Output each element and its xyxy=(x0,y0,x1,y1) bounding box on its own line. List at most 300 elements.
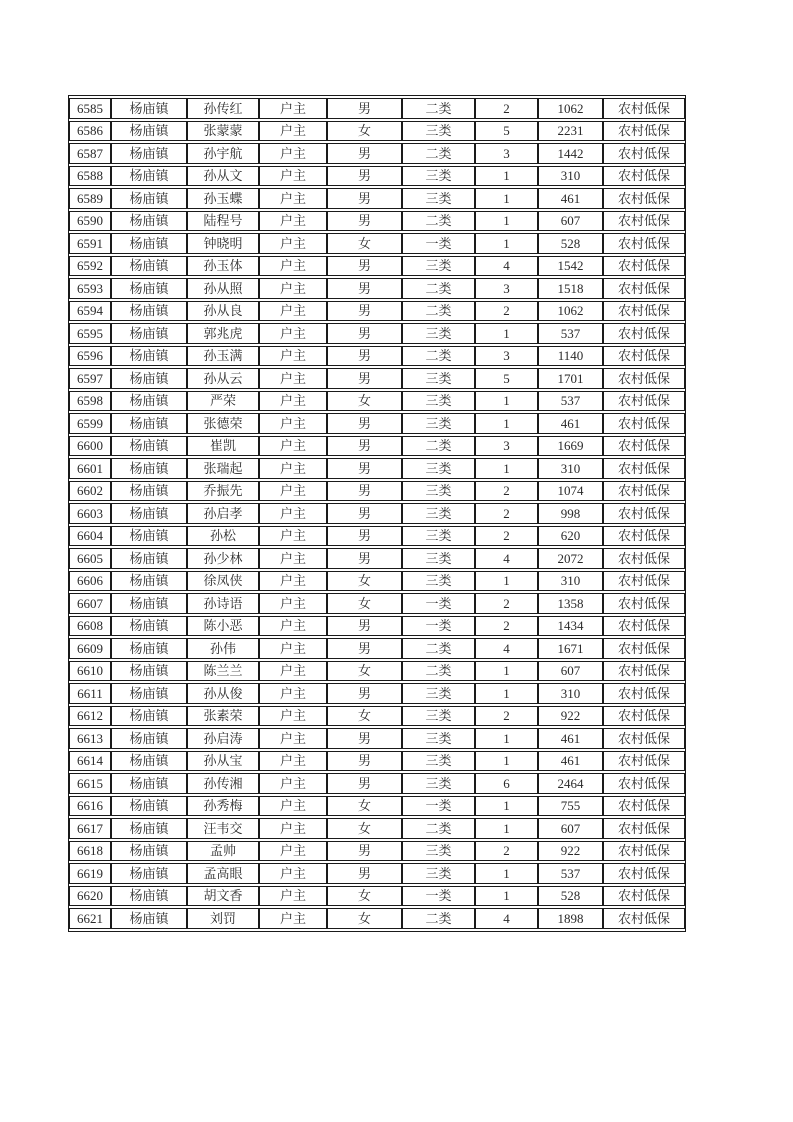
cell-relation: 户主 xyxy=(259,143,327,164)
cell-category: 三类 xyxy=(402,548,475,569)
cell-name: 孙启涛 xyxy=(187,728,259,749)
cell-serial: 6593 xyxy=(69,278,111,299)
cell-amount: 1434 xyxy=(538,616,603,637)
cell-town: 杨庙镇 xyxy=(111,751,187,772)
cell-serial: 6607 xyxy=(69,593,111,614)
cell-amount: 922 xyxy=(538,841,603,862)
cell-relation: 户主 xyxy=(259,638,327,659)
cell-gender: 男 xyxy=(327,728,402,749)
cell-welfare-type: 农村低保 xyxy=(603,143,685,164)
cell-town: 杨庙镇 xyxy=(111,796,187,817)
cell-welfare-type: 农村低保 xyxy=(603,886,685,907)
cell-serial: 6608 xyxy=(69,616,111,637)
table-row xyxy=(69,773,685,794)
cell-town: 杨庙镇 xyxy=(111,368,187,389)
table-row xyxy=(69,481,685,502)
cell-gender: 女 xyxy=(327,796,402,817)
cell-people-count: 1 xyxy=(475,661,538,682)
table-row xyxy=(69,346,685,367)
cell-category: 三类 xyxy=(402,481,475,502)
cell-people-count: 4 xyxy=(475,256,538,277)
cell-relation: 户主 xyxy=(259,256,327,277)
table-row xyxy=(69,638,685,659)
cell-amount: 1701 xyxy=(538,368,603,389)
cell-people-count: 1 xyxy=(475,391,538,412)
cell-people-count: 3 xyxy=(475,346,538,367)
cell-serial: 6606 xyxy=(69,571,111,592)
cell-gender: 男 xyxy=(327,863,402,884)
cell-category: 二类 xyxy=(402,143,475,164)
cell-relation: 户主 xyxy=(259,863,327,884)
cell-gender: 女 xyxy=(327,233,402,254)
cell-name: 孙玉满 xyxy=(187,346,259,367)
table-row xyxy=(69,751,685,772)
cell-serial: 6592 xyxy=(69,256,111,277)
cell-relation: 户主 xyxy=(259,616,327,637)
cell-gender: 男 xyxy=(327,481,402,502)
cell-amount: 310 xyxy=(538,166,603,187)
cell-relation: 户主 xyxy=(259,503,327,524)
cell-category: 三类 xyxy=(402,751,475,772)
cell-welfare-type: 农村低保 xyxy=(603,301,685,322)
cell-gender: 女 xyxy=(327,908,402,929)
cell-serial: 6598 xyxy=(69,391,111,412)
cell-relation: 户主 xyxy=(259,593,327,614)
table-row xyxy=(69,571,685,592)
cell-people-count: 1 xyxy=(475,796,538,817)
cell-name: 陈小恶 xyxy=(187,616,259,637)
cell-town: 杨庙镇 xyxy=(111,841,187,862)
cell-gender: 男 xyxy=(327,683,402,704)
cell-town: 杨庙镇 xyxy=(111,413,187,434)
cell-name: 孙玉体 xyxy=(187,256,259,277)
cell-name: 孙玉蝶 xyxy=(187,188,259,209)
cell-relation: 户主 xyxy=(259,571,327,592)
cell-name: 孙伟 xyxy=(187,638,259,659)
cell-category: 三类 xyxy=(402,683,475,704)
cell-welfare-type: 农村低保 xyxy=(603,571,685,592)
cell-amount: 1442 xyxy=(538,143,603,164)
cell-amount: 537 xyxy=(538,391,603,412)
cell-amount: 2464 xyxy=(538,773,603,794)
cell-amount: 1140 xyxy=(538,346,603,367)
table-row xyxy=(69,526,685,547)
cell-town: 杨庙镇 xyxy=(111,638,187,659)
cell-welfare-type: 农村低保 xyxy=(603,233,685,254)
table-row xyxy=(69,143,685,164)
table-row xyxy=(69,211,685,232)
table-row xyxy=(69,548,685,569)
cell-gender: 男 xyxy=(327,616,402,637)
cell-relation: 户主 xyxy=(259,346,327,367)
cell-category: 三类 xyxy=(402,166,475,187)
cell-serial: 6619 xyxy=(69,863,111,884)
cell-town: 杨庙镇 xyxy=(111,346,187,367)
cell-people-count: 1 xyxy=(475,683,538,704)
cell-gender: 男 xyxy=(327,301,402,322)
cell-amount: 461 xyxy=(538,188,603,209)
cell-people-count: 3 xyxy=(475,143,538,164)
cell-people-count: 1 xyxy=(475,233,538,254)
cell-town: 杨庙镇 xyxy=(111,503,187,524)
cell-amount: 620 xyxy=(538,526,603,547)
welfare-table xyxy=(68,95,686,932)
cell-welfare-type: 农村低保 xyxy=(603,796,685,817)
cell-welfare-type: 农村低保 xyxy=(603,256,685,277)
table-row xyxy=(69,458,685,479)
cell-relation: 户主 xyxy=(259,458,327,479)
cell-serial: 6611 xyxy=(69,683,111,704)
cell-amount: 1074 xyxy=(538,481,603,502)
cell-relation: 户主 xyxy=(259,706,327,727)
cell-town: 杨庙镇 xyxy=(111,256,187,277)
cell-people-count: 1 xyxy=(475,211,538,232)
cell-category: 三类 xyxy=(402,413,475,434)
cell-relation: 户主 xyxy=(259,233,327,254)
cell-name: 孙松 xyxy=(187,526,259,547)
cell-serial: 6615 xyxy=(69,773,111,794)
cell-welfare-type: 农村低保 xyxy=(603,841,685,862)
cell-serial: 6616 xyxy=(69,796,111,817)
cell-category: 二类 xyxy=(402,278,475,299)
table-row xyxy=(69,368,685,389)
cell-category: 三类 xyxy=(402,863,475,884)
cell-amount: 1671 xyxy=(538,638,603,659)
cell-name: 孟高眼 xyxy=(187,863,259,884)
cell-town: 杨庙镇 xyxy=(111,458,187,479)
cell-gender: 男 xyxy=(327,413,402,434)
cell-town: 杨庙镇 xyxy=(111,188,187,209)
table-row xyxy=(69,593,685,614)
cell-welfare-type: 农村低保 xyxy=(603,346,685,367)
table-row xyxy=(69,818,685,839)
cell-relation: 户主 xyxy=(259,548,327,569)
cell-town: 杨庙镇 xyxy=(111,863,187,884)
cell-gender: 男 xyxy=(327,143,402,164)
cell-welfare-type: 农村低保 xyxy=(603,773,685,794)
cell-gender: 男 xyxy=(327,256,402,277)
cell-serial: 6604 xyxy=(69,526,111,547)
cell-name: 孙秀梅 xyxy=(187,796,259,817)
cell-name: 汪韦交 xyxy=(187,818,259,839)
table-row xyxy=(69,706,685,727)
cell-gender: 女 xyxy=(327,818,402,839)
cell-welfare-type: 农村低保 xyxy=(603,391,685,412)
cell-relation: 户主 xyxy=(259,436,327,457)
cell-people-count: 2 xyxy=(475,503,538,524)
cell-gender: 男 xyxy=(327,458,402,479)
cell-people-count: 5 xyxy=(475,121,538,142)
cell-amount: 1669 xyxy=(538,436,603,457)
cell-name: 孙从文 xyxy=(187,166,259,187)
cell-welfare-type: 农村低保 xyxy=(603,278,685,299)
table-row xyxy=(69,863,685,884)
cell-welfare-type: 农村低保 xyxy=(603,863,685,884)
cell-town: 杨庙镇 xyxy=(111,481,187,502)
cell-gender: 男 xyxy=(327,841,402,862)
table-row xyxy=(69,841,685,862)
table-row xyxy=(69,908,685,929)
cell-people-count: 1 xyxy=(475,323,538,344)
cell-serial: 6610 xyxy=(69,661,111,682)
cell-serial: 6603 xyxy=(69,503,111,524)
cell-town: 杨庙镇 xyxy=(111,728,187,749)
cell-name: 崔凯 xyxy=(187,436,259,457)
table-row xyxy=(69,616,685,637)
cell-category: 三类 xyxy=(402,121,475,142)
cell-category: 三类 xyxy=(402,728,475,749)
cell-serial: 6595 xyxy=(69,323,111,344)
cell-welfare-type: 农村低保 xyxy=(603,616,685,637)
table-row xyxy=(69,256,685,277)
cell-relation: 户主 xyxy=(259,661,327,682)
cell-name: 陆程号 xyxy=(187,211,259,232)
cell-relation: 户主 xyxy=(259,211,327,232)
cell-welfare-type: 农村低保 xyxy=(603,661,685,682)
cell-relation: 户主 xyxy=(259,121,327,142)
cell-serial: 6618 xyxy=(69,841,111,862)
cell-category: 三类 xyxy=(402,706,475,727)
cell-category: 三类 xyxy=(402,188,475,209)
cell-name: 孙传湘 xyxy=(187,773,259,794)
cell-serial: 6613 xyxy=(69,728,111,749)
cell-serial: 6620 xyxy=(69,886,111,907)
cell-amount: 310 xyxy=(538,458,603,479)
cell-town: 杨庙镇 xyxy=(111,706,187,727)
cell-welfare-type: 农村低保 xyxy=(603,526,685,547)
cell-gender: 男 xyxy=(327,211,402,232)
cell-welfare-type: 农村低保 xyxy=(603,751,685,772)
cell-category: 三类 xyxy=(402,773,475,794)
table-row xyxy=(69,278,685,299)
cell-serial: 6597 xyxy=(69,368,111,389)
cell-welfare-type: 农村低保 xyxy=(603,166,685,187)
table-row xyxy=(69,886,685,907)
cell-people-count: 2 xyxy=(475,841,538,862)
cell-serial: 6590 xyxy=(69,211,111,232)
cell-gender: 男 xyxy=(327,98,402,119)
cell-relation: 户主 xyxy=(259,98,327,119)
table-row xyxy=(69,233,685,254)
cell-name: 张瑞起 xyxy=(187,458,259,479)
cell-serial: 6609 xyxy=(69,638,111,659)
cell-relation: 户主 xyxy=(259,166,327,187)
table-body xyxy=(69,98,685,929)
cell-category: 三类 xyxy=(402,526,475,547)
cell-people-count: 2 xyxy=(475,616,538,637)
cell-welfare-type: 农村低保 xyxy=(603,368,685,389)
cell-category: 三类 xyxy=(402,368,475,389)
cell-category: 二类 xyxy=(402,818,475,839)
cell-town: 杨庙镇 xyxy=(111,211,187,232)
cell-amount: 1062 xyxy=(538,98,603,119)
cell-people-count: 4 xyxy=(475,908,538,929)
cell-category: 二类 xyxy=(402,211,475,232)
cell-amount: 537 xyxy=(538,863,603,884)
cell-amount: 528 xyxy=(538,233,603,254)
cell-amount: 310 xyxy=(538,571,603,592)
cell-serial: 6614 xyxy=(69,751,111,772)
cell-category: 一类 xyxy=(402,886,475,907)
table-row xyxy=(69,728,685,749)
cell-welfare-type: 农村低保 xyxy=(603,211,685,232)
cell-name: 严荣 xyxy=(187,391,259,412)
cell-welfare-type: 农村低保 xyxy=(603,436,685,457)
cell-people-count: 1 xyxy=(475,728,538,749)
cell-name: 孙从云 xyxy=(187,368,259,389)
cell-relation: 户主 xyxy=(259,886,327,907)
cell-town: 杨庙镇 xyxy=(111,593,187,614)
cell-relation: 户主 xyxy=(259,818,327,839)
cell-people-count: 1 xyxy=(475,188,538,209)
cell-people-count: 2 xyxy=(475,481,538,502)
cell-town: 杨庙镇 xyxy=(111,818,187,839)
cell-relation: 户主 xyxy=(259,413,327,434)
cell-serial: 6601 xyxy=(69,458,111,479)
cell-town: 杨庙镇 xyxy=(111,166,187,187)
cell-amount: 537 xyxy=(538,323,603,344)
cell-gender: 男 xyxy=(327,751,402,772)
cell-amount: 922 xyxy=(538,706,603,727)
cell-amount: 461 xyxy=(538,413,603,434)
cell-category: 三类 xyxy=(402,841,475,862)
cell-amount: 528 xyxy=(538,886,603,907)
cell-amount: 2231 xyxy=(538,121,603,142)
cell-relation: 户主 xyxy=(259,323,327,344)
cell-town: 杨庙镇 xyxy=(111,278,187,299)
cell-category: 三类 xyxy=(402,323,475,344)
cell-welfare-type: 农村低保 xyxy=(603,706,685,727)
cell-name: 孙从俊 xyxy=(187,683,259,704)
cell-category: 二类 xyxy=(402,301,475,322)
table-row xyxy=(69,391,685,412)
cell-people-count: 1 xyxy=(475,166,538,187)
cell-name: 孙从宝 xyxy=(187,751,259,772)
cell-serial: 6602 xyxy=(69,481,111,502)
cell-people-count: 6 xyxy=(475,773,538,794)
cell-amount: 1898 xyxy=(538,908,603,929)
cell-town: 杨庙镇 xyxy=(111,233,187,254)
cell-town: 杨庙镇 xyxy=(111,616,187,637)
cell-category: 二类 xyxy=(402,661,475,682)
table-row xyxy=(69,166,685,187)
cell-category: 一类 xyxy=(402,616,475,637)
cell-amount: 607 xyxy=(538,818,603,839)
table-row xyxy=(69,683,685,704)
cell-welfare-type: 农村低保 xyxy=(603,121,685,142)
cell-amount: 310 xyxy=(538,683,603,704)
cell-relation: 户主 xyxy=(259,751,327,772)
cell-people-count: 3 xyxy=(475,278,538,299)
table-row xyxy=(69,188,685,209)
cell-welfare-type: 农村低保 xyxy=(603,683,685,704)
cell-people-count: 2 xyxy=(475,706,538,727)
table-row xyxy=(69,796,685,817)
cell-name: 孟帅 xyxy=(187,841,259,862)
cell-name: 张素荣 xyxy=(187,706,259,727)
cell-welfare-type: 农村低保 xyxy=(603,638,685,659)
cell-name: 孙少林 xyxy=(187,548,259,569)
cell-serial: 6585 xyxy=(69,98,111,119)
cell-serial: 6617 xyxy=(69,818,111,839)
cell-gender: 男 xyxy=(327,368,402,389)
cell-gender: 男 xyxy=(327,278,402,299)
cell-gender: 女 xyxy=(327,661,402,682)
cell-gender: 男 xyxy=(327,346,402,367)
cell-gender: 男 xyxy=(327,526,402,547)
cell-name: 孙诗语 xyxy=(187,593,259,614)
cell-gender: 男 xyxy=(327,436,402,457)
cell-gender: 男 xyxy=(327,323,402,344)
cell-amount: 2072 xyxy=(538,548,603,569)
cell-welfare-type: 农村低保 xyxy=(603,188,685,209)
cell-amount: 607 xyxy=(538,211,603,232)
cell-town: 杨庙镇 xyxy=(111,548,187,569)
cell-town: 杨庙镇 xyxy=(111,436,187,457)
cell-people-count: 1 xyxy=(475,571,538,592)
cell-category: 三类 xyxy=(402,458,475,479)
cell-welfare-type: 农村低保 xyxy=(603,413,685,434)
cell-serial: 6612 xyxy=(69,706,111,727)
table-row xyxy=(69,436,685,457)
cell-welfare-type: 农村低保 xyxy=(603,818,685,839)
cell-amount: 607 xyxy=(538,661,603,682)
cell-category: 二类 xyxy=(402,346,475,367)
table-row xyxy=(69,503,685,524)
cell-relation: 户主 xyxy=(259,908,327,929)
cell-serial: 6586 xyxy=(69,121,111,142)
table-row xyxy=(69,98,685,119)
cell-amount: 461 xyxy=(538,751,603,772)
cell-category: 二类 xyxy=(402,436,475,457)
cell-relation: 户主 xyxy=(259,368,327,389)
cell-name: 陈兰兰 xyxy=(187,661,259,682)
cell-people-count: 1 xyxy=(475,863,538,884)
cell-people-count: 2 xyxy=(475,301,538,322)
cell-gender: 女 xyxy=(327,886,402,907)
cell-town: 杨庙镇 xyxy=(111,886,187,907)
cell-town: 杨庙镇 xyxy=(111,908,187,929)
cell-gender: 女 xyxy=(327,121,402,142)
cell-town: 杨庙镇 xyxy=(111,773,187,794)
cell-people-count: 4 xyxy=(475,548,538,569)
cell-name: 钟晓明 xyxy=(187,233,259,254)
cell-town: 杨庙镇 xyxy=(111,683,187,704)
cell-serial: 6596 xyxy=(69,346,111,367)
cell-name: 乔振先 xyxy=(187,481,259,502)
cell-name: 孙启孝 xyxy=(187,503,259,524)
table-row xyxy=(69,661,685,682)
cell-category: 三类 xyxy=(402,503,475,524)
cell-gender: 女 xyxy=(327,706,402,727)
cell-serial: 6621 xyxy=(69,908,111,929)
cell-relation: 户主 xyxy=(259,391,327,412)
cell-welfare-type: 农村低保 xyxy=(603,458,685,479)
cell-category: 三类 xyxy=(402,391,475,412)
cell-serial: 6594 xyxy=(69,301,111,322)
cell-people-count: 2 xyxy=(475,593,538,614)
cell-relation: 户主 xyxy=(259,301,327,322)
cell-town: 杨庙镇 xyxy=(111,661,187,682)
cell-amount: 1358 xyxy=(538,593,603,614)
cell-people-count: 1 xyxy=(475,413,538,434)
cell-relation: 户主 xyxy=(259,773,327,794)
cell-town: 杨庙镇 xyxy=(111,391,187,412)
cell-gender: 男 xyxy=(327,503,402,524)
cell-serial: 6587 xyxy=(69,143,111,164)
cell-serial: 6589 xyxy=(69,188,111,209)
cell-gender: 女 xyxy=(327,391,402,412)
